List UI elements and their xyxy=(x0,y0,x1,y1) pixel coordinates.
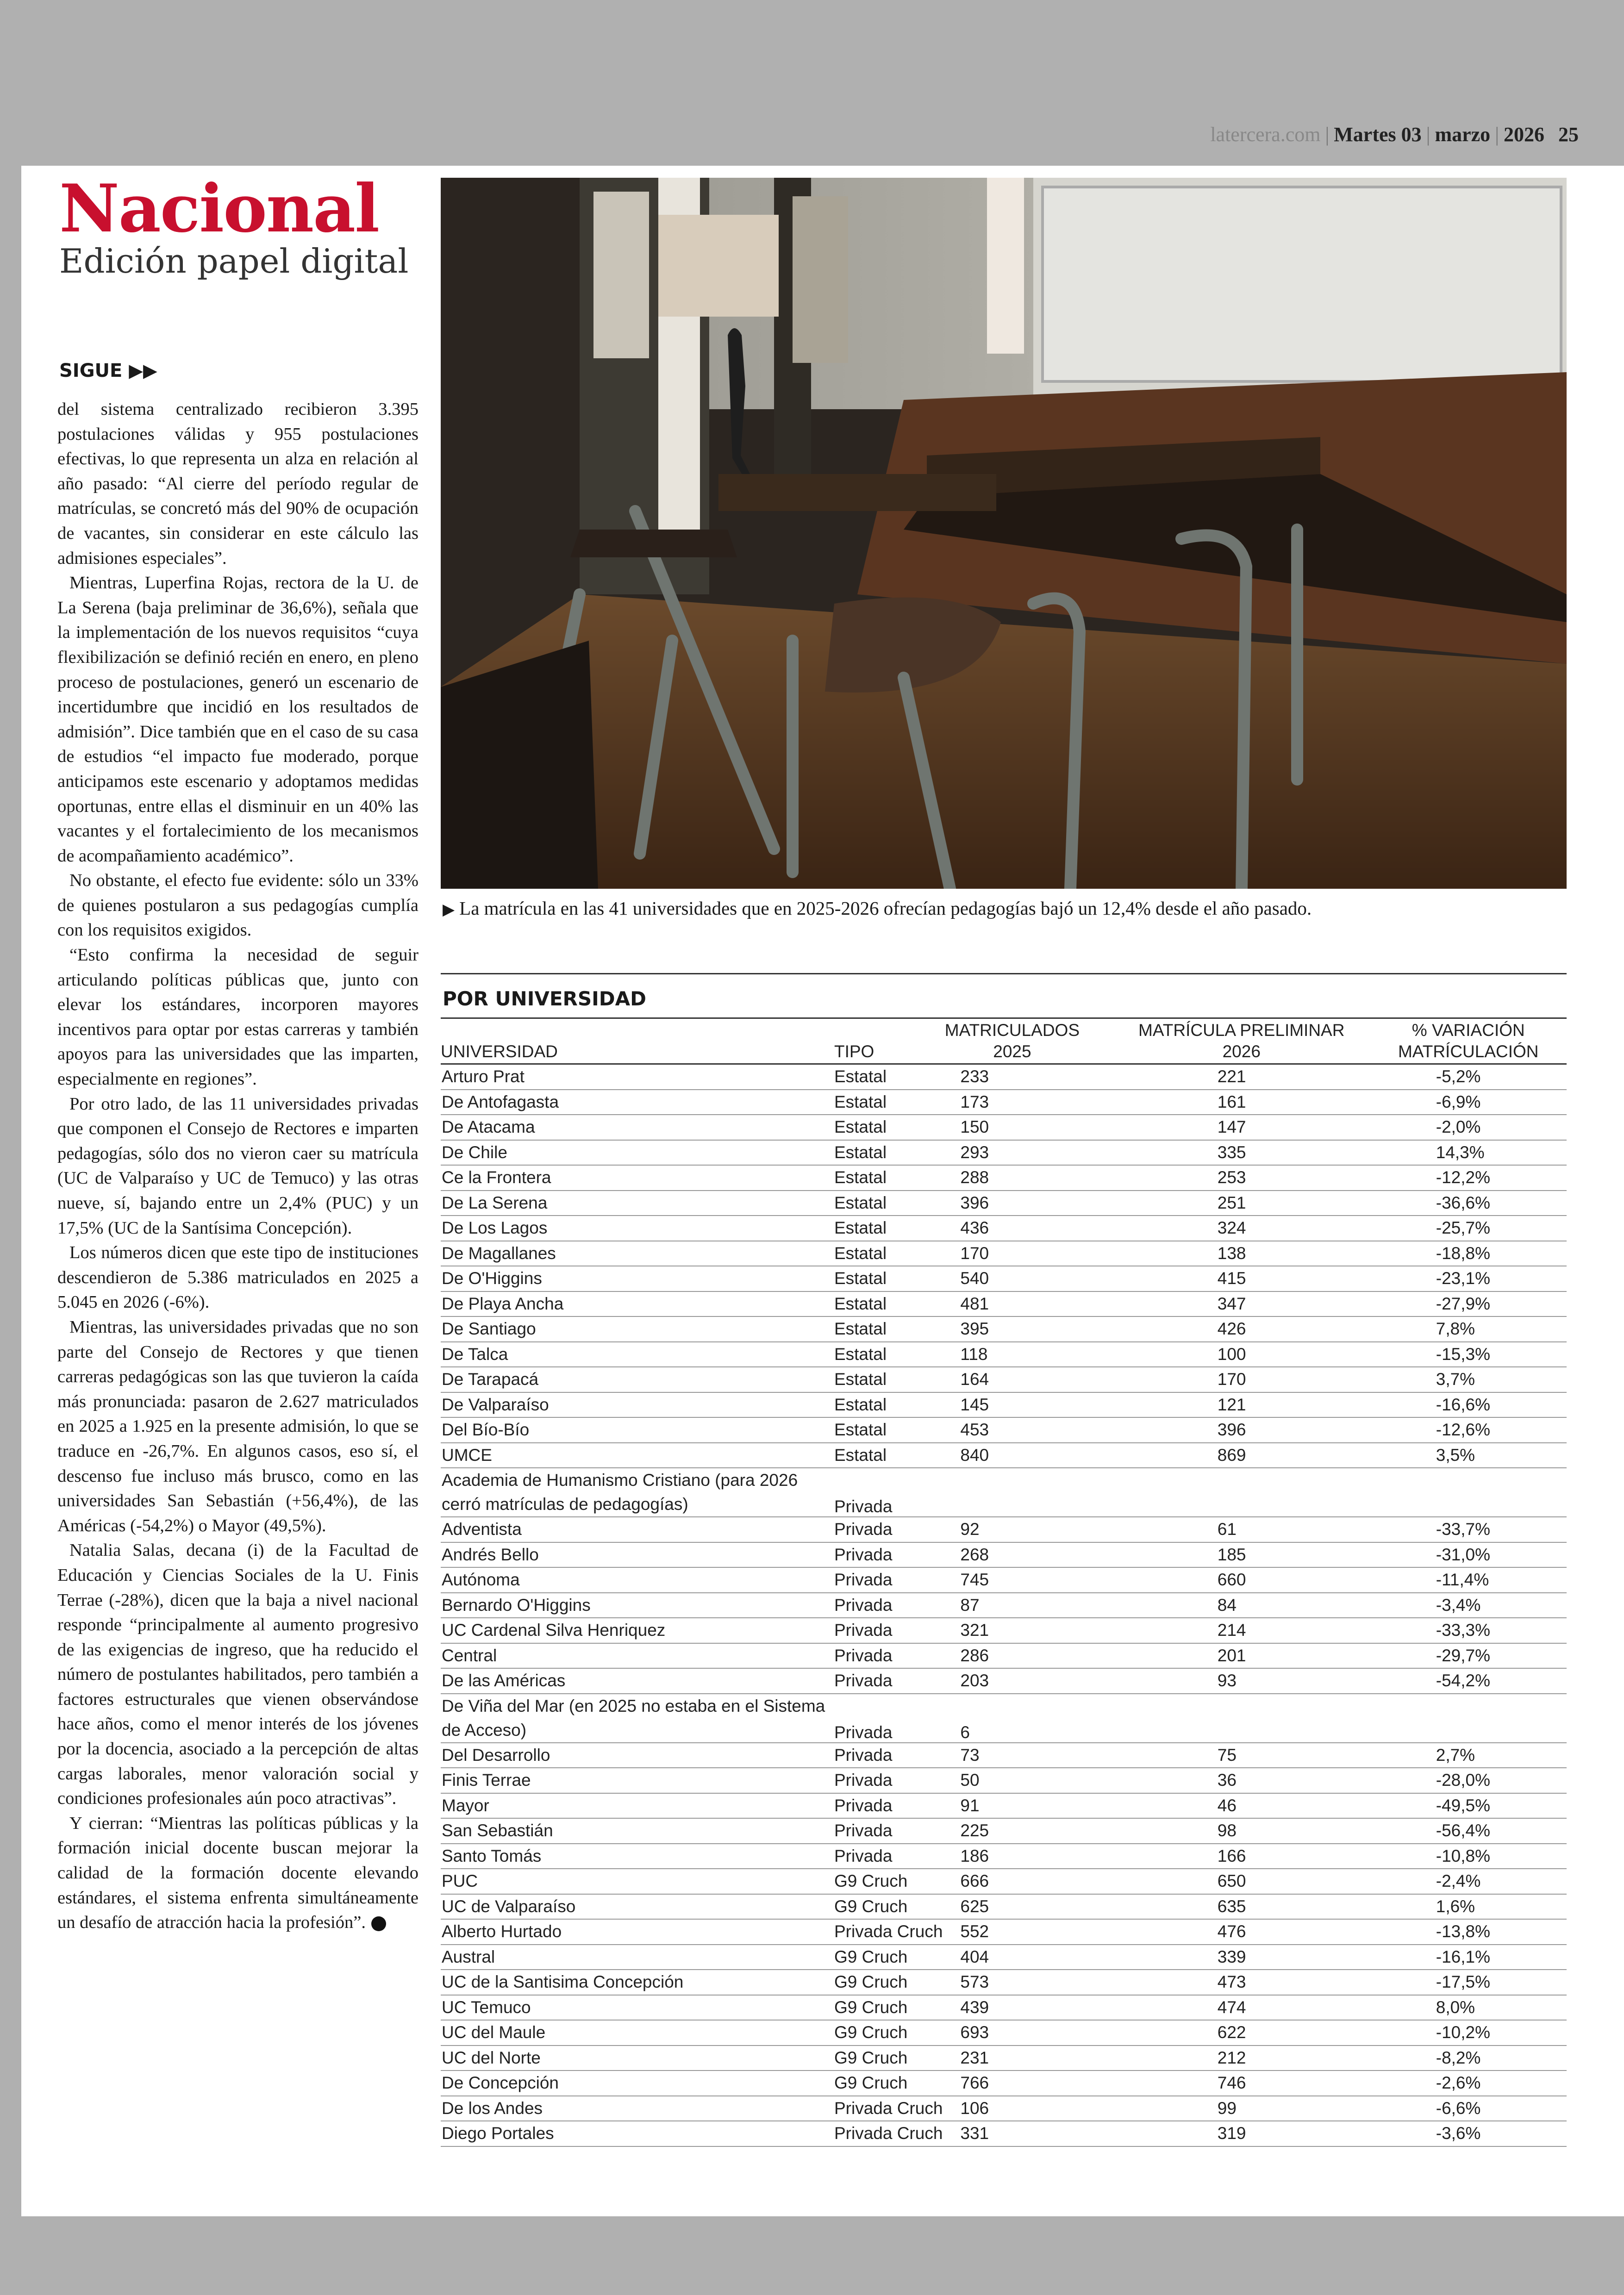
cell-enrolled-2025: 625 xyxy=(943,1894,1139,1920)
cell-type: Privada xyxy=(834,1517,943,1542)
cell-type: Privada xyxy=(834,1618,943,1643)
cell-enrolled-2025: 92 xyxy=(943,1517,1139,1542)
table-row xyxy=(441,1694,1567,1743)
cell-prelim-2026: 93 xyxy=(1140,1668,1353,1694)
table-row xyxy=(441,1894,1567,1920)
cell-variation: 14,3% xyxy=(1353,1140,1567,1166)
table-row xyxy=(441,1241,1567,1266)
cell-university: Del Desarrollo xyxy=(441,1743,834,1768)
cell-type: Estatal xyxy=(834,1064,943,1090)
cell-university: Del Bío-Bío xyxy=(441,1417,834,1443)
article-paragraph: “Esto confirma la necesidad de seguir articulando políticas públicas que, junto con elevar los estándares, incorporen mayores incentivos para optar por estas carreras y también apoyos para las universidades que las imparten, especialmente en regiones”. xyxy=(57,945,418,1089)
col-type: TIPO xyxy=(834,1018,943,1064)
cell-prelim-2026: 476 xyxy=(1140,1919,1353,1945)
cell-type: Estatal xyxy=(834,1367,943,1392)
cell-variation: -3,6% xyxy=(1353,2121,1567,2146)
article-paragraph: Los números dicen que este tipo de instituciones descendieron de 5.386 matriculados en 2025 a 5.045 en 2026 (-6%). xyxy=(57,1243,418,1312)
cell-prelim-2026: 201 xyxy=(1140,1643,1353,1669)
table-body xyxy=(441,1064,1567,2146)
cell-prelim-2026: 185 xyxy=(1140,1542,1353,1568)
cell-prelim-2026: 170 xyxy=(1140,1367,1353,1392)
cell-type: Estatal xyxy=(834,1316,943,1342)
cell-variation: -16,6% xyxy=(1353,1392,1567,1418)
cell-enrolled-2025 xyxy=(943,1468,1139,1517)
cell-type: Privada xyxy=(834,1818,943,1844)
cell-university: De Viña del Mar (en 2025 no estaba en el Sistema de Acceso) xyxy=(441,1694,834,1743)
cell-university: Alberto Hurtado xyxy=(441,1919,834,1945)
cell-university: UC de Valparaíso xyxy=(441,1894,834,1920)
cell-type: Privada xyxy=(834,1668,943,1694)
cell-prelim-2026: 46 xyxy=(1140,1793,1353,1819)
cell-type: Privada Cruch xyxy=(834,2096,943,2121)
cell-prelim-2026: 251 xyxy=(1140,1191,1353,1216)
cell-variation: -5,2% xyxy=(1353,1064,1567,1090)
cell-enrolled-2025: 552 xyxy=(943,1919,1139,1945)
cell-enrolled-2025: 170 xyxy=(943,1241,1139,1266)
header-year: 2026 xyxy=(1504,123,1544,146)
table-row xyxy=(441,2121,1567,2146)
cell-enrolled-2025: 106 xyxy=(943,2096,1139,2121)
cell-variation: -54,2% xyxy=(1353,1668,1567,1694)
article-paragraph: No obstante, el efecto fue evidente: sólo un 33% de quienes postularon a sus pedagogías cumplía con los requisitos exigidos. xyxy=(57,871,418,940)
cell-variation: 3,5% xyxy=(1353,1443,1567,1468)
cell-enrolled-2025: 286 xyxy=(943,1643,1139,1669)
cell-enrolled-2025: 395 xyxy=(943,1316,1139,1342)
cell-type: Estatal xyxy=(834,1191,943,1216)
cell-variation: -2,6% xyxy=(1353,2070,1567,2096)
table-title: POR UNIVERSIDAD xyxy=(443,987,646,1010)
end-bullet-icon xyxy=(371,1916,386,1931)
cell-type: Estatal xyxy=(834,1443,943,1468)
cell-enrolled-2025: 173 xyxy=(943,1090,1139,1115)
cell-type: Privada xyxy=(834,1593,943,1618)
cell-variation: -33,3% xyxy=(1353,1618,1567,1643)
cell-university: De Magallanes xyxy=(441,1241,834,1266)
cell-variation: -2,0% xyxy=(1353,1115,1567,1140)
cell-prelim-2026: 869 xyxy=(1140,1443,1353,1468)
cell-variation: -13,8% xyxy=(1353,1919,1567,1945)
cell-university: Ce la Frontera xyxy=(441,1165,834,1191)
cell-prelim-2026: 166 xyxy=(1140,1844,1353,1869)
cell-enrolled-2025: 50 xyxy=(943,1768,1139,1793)
cell-enrolled-2025: 118 xyxy=(943,1342,1139,1367)
table-row xyxy=(441,1668,1567,1694)
cell-prelim-2026: 138 xyxy=(1140,1241,1353,1266)
table-row xyxy=(441,1593,1567,1618)
table-row xyxy=(441,1970,1567,1995)
table-row xyxy=(441,1818,1567,1844)
cell-prelim-2026: 61 xyxy=(1140,1517,1353,1542)
cell-variation: -15,3% xyxy=(1353,1342,1567,1367)
cell-variation: 8,0% xyxy=(1353,1995,1567,2021)
cell-prelim-2026: 335 xyxy=(1140,1140,1353,1166)
cell-prelim-2026: 622 xyxy=(1140,2020,1353,2046)
cell-enrolled-2025: 321 xyxy=(943,1618,1139,1643)
page-number: 25 xyxy=(1558,123,1579,146)
cell-university: UC Cardenal Silva Henriquez xyxy=(441,1618,834,1643)
table-row xyxy=(441,1844,1567,1869)
table-row xyxy=(441,1542,1567,1568)
article-body xyxy=(57,397,418,1935)
cell-variation: -29,7% xyxy=(1353,1643,1567,1669)
cell-type: Estatal xyxy=(834,1165,943,1191)
cell-enrolled-2025: 436 xyxy=(943,1216,1139,1241)
cell-university: De Tarapacá xyxy=(441,1367,834,1392)
cell-university: De Chile xyxy=(441,1140,834,1166)
cell-enrolled-2025: 396 xyxy=(943,1191,1139,1216)
cell-prelim-2026: 635 xyxy=(1140,1894,1353,1920)
cell-university: Diego Portales xyxy=(441,2121,834,2146)
cell-prelim-2026 xyxy=(1140,1694,1353,1743)
cell-enrolled-2025: 87 xyxy=(943,1593,1139,1618)
cell-type: Privada xyxy=(834,1844,943,1869)
cell-prelim-2026: 214 xyxy=(1140,1618,1353,1643)
cell-prelim-2026: 324 xyxy=(1140,1216,1353,1241)
cell-enrolled-2025: 745 xyxy=(943,1567,1139,1593)
cell-university: De Talca xyxy=(441,1342,834,1367)
col-variation-line1: % VARIACIÓN xyxy=(1412,1021,1525,1040)
caption-text: La matrícula en las 41 universidades que en 2025-2026 ofrecían pedagogías bajó un 12,4% desde el año pasado. xyxy=(459,898,1312,919)
cell-enrolled-2025: 186 xyxy=(943,1844,1139,1869)
col-enrolled-line1: MATRICULADOS xyxy=(944,1021,1080,1040)
cell-enrolled-2025: 331 xyxy=(943,2121,1139,2146)
cell-prelim-2026: 426 xyxy=(1140,1316,1353,1342)
cell-enrolled-2025: 404 xyxy=(943,1945,1139,1970)
cell-variation: -12,2% xyxy=(1353,1165,1567,1191)
cell-variation: 1,6% xyxy=(1353,1894,1567,1920)
cell-university: Finis Terrae xyxy=(441,1768,834,1793)
article-paragraph: Mientras, las universidades privadas que no son parte del Consejo de Rectores y que tienen carreras pedagógicas son las que tuvieron la caída más pronunciada: pasaron de 2.627 matriculados en 2025 a 1.925 en la presente admisión, lo que se traduce en -26,7%. En algunos casos, eso sí, el descenso fue incluso más brusco, como en las universidades San Sebastián (+56,4%), de las Américas (-54,2%) o Mayor (49,5%). xyxy=(57,1317,418,1535)
university-table-section xyxy=(441,973,1567,2147)
cell-type: Estatal xyxy=(834,1392,943,1418)
cell-variation: -8,2% xyxy=(1353,2046,1567,2071)
cell-university: UMCE xyxy=(441,1443,834,1468)
cell-enrolled-2025: 145 xyxy=(943,1392,1139,1418)
cell-prelim-2026: 473 xyxy=(1140,1970,1353,1995)
cell-variation: -16,1% xyxy=(1353,1945,1567,1970)
cell-enrolled-2025: 268 xyxy=(943,1542,1139,1568)
cell-variation: -31,0% xyxy=(1353,1542,1567,1568)
cell-prelim-2026: 212 xyxy=(1140,2046,1353,2071)
article-paragraph: Por otro lado, de las 11 universidades privadas que componen el Consejo de Rectores e imparten pedagogías, sólo dos no vieron caer su matrícula (UC de Valparaíso y UC de Temuco) y las otras nueve, sí, bajando entre un 2,4% (PUC) y un 17,5% (UC de la Santísima Concepción). xyxy=(57,1094,418,1238)
cell-university: Autónoma xyxy=(441,1567,834,1593)
table-row xyxy=(441,1165,1567,1191)
cell-enrolled-2025: 233 xyxy=(943,1064,1139,1090)
cell-university: De las Américas xyxy=(441,1668,834,1694)
cell-prelim-2026: 415 xyxy=(1140,1266,1353,1291)
cell-variation: -28,0% xyxy=(1353,1768,1567,1793)
cell-type: Privada Cruch xyxy=(834,1919,943,1945)
cell-variation: -2,4% xyxy=(1353,1869,1567,1894)
table-row xyxy=(441,1768,1567,1793)
cell-type: Estatal xyxy=(834,1115,943,1140)
table-row xyxy=(441,1869,1567,1894)
article-paragraph-text: Natalia Salas, decana (i) de la Facultad de Educación y Ciencias Sociales de la U. Finis Terrae (-28%), dicen que la baja a nivel nacional responde “principalmente al aumento progresivo de las exigencias de ingreso, que ha reducido el número de postulantes habilitados, pero también a factores estructurales que vienen observándose hace años, como el menor interés de los jóvenes por la docencia, asociado a la percepción de altas cargas laborales, menor valoración social y condiciones profesionales aún poco atractivas”. xyxy=(57,1540,418,1809)
cell-university: De Playa Ancha xyxy=(441,1291,834,1317)
cell-prelim-2026: 339 xyxy=(1140,1945,1353,1970)
cell-enrolled-2025: 73 xyxy=(943,1743,1139,1768)
cell-enrolled-2025: 693 xyxy=(943,2020,1139,2046)
cell-university: De Concepción xyxy=(441,2070,834,2096)
cell-university: De O'Higgins xyxy=(441,1266,834,1291)
cell-university: Santo Tomás xyxy=(441,1844,834,1869)
cell-variation: -18,8% xyxy=(1353,1241,1567,1266)
table-row xyxy=(441,1468,1567,1517)
cell-university: UC del Maule xyxy=(441,2020,834,2046)
cell-enrolled-2025: 453 xyxy=(943,1417,1139,1443)
cell-enrolled-2025: 481 xyxy=(943,1291,1139,1317)
classroom-photo xyxy=(441,178,1567,889)
table-row xyxy=(441,1392,1567,1418)
table-row xyxy=(441,2096,1567,2121)
cell-variation: -6,9% xyxy=(1353,1090,1567,1115)
cell-enrolled-2025: 164 xyxy=(943,1367,1139,1392)
cell-university: Mayor xyxy=(441,1793,834,1819)
caption-arrow-icon: ▶ xyxy=(443,901,455,918)
col-prelim xyxy=(1140,1018,1353,1064)
cell-university: De Los Lagos xyxy=(441,1216,834,1241)
cell-variation: 7,8% xyxy=(1353,1316,1567,1342)
cell-enrolled-2025: 766 xyxy=(943,2070,1139,2096)
cell-prelim-2026: 84 xyxy=(1140,1593,1353,1618)
cell-prelim-2026: 221 xyxy=(1140,1064,1353,1090)
cell-variation xyxy=(1353,1694,1567,1743)
cell-prelim-2026: 99 xyxy=(1140,2096,1353,2121)
col-enrolled xyxy=(943,1018,1139,1064)
cell-type: Estatal xyxy=(834,1291,943,1317)
cell-variation: -10,2% xyxy=(1353,2020,1567,2046)
table-row xyxy=(441,1743,1567,1768)
cell-variation: -12,6% xyxy=(1353,1417,1567,1443)
table-row xyxy=(441,1140,1567,1166)
table-row xyxy=(441,2020,1567,2046)
col-prelim-line1: MATRÍCULA PRELIMINAR xyxy=(1138,1021,1345,1040)
cell-variation: -3,4% xyxy=(1353,1593,1567,1618)
cell-variation: -17,5% xyxy=(1353,1970,1567,1995)
cell-enrolled-2025: 150 xyxy=(943,1115,1139,1140)
cell-university: Adventista xyxy=(441,1517,834,1542)
article-paragraph xyxy=(57,1811,418,1935)
cell-type: G9 Cruch xyxy=(834,1894,943,1920)
cell-prelim-2026: 121 xyxy=(1140,1392,1353,1418)
cell-university: UC Temuco xyxy=(441,1995,834,2021)
cell-university: Austral xyxy=(441,1945,834,1970)
cell-type: Estatal xyxy=(834,1342,943,1367)
cell-prelim-2026 xyxy=(1140,1468,1353,1517)
cell-university: De Valparaíso xyxy=(441,1392,834,1418)
university-table xyxy=(441,1017,1567,2147)
cell-prelim-2026: 75 xyxy=(1140,1743,1353,1768)
cell-variation: 3,7% xyxy=(1353,1367,1567,1392)
cell-type: Privada Cruch xyxy=(834,2121,943,2146)
cell-enrolled-2025: 573 xyxy=(943,1970,1139,1995)
table-row xyxy=(441,1995,1567,2021)
cell-university: PUC xyxy=(441,1869,834,1894)
table-row xyxy=(441,1291,1567,1317)
table-row xyxy=(441,1945,1567,1970)
cell-variation xyxy=(1353,1468,1567,1517)
table-top-rule xyxy=(441,973,1567,974)
continues-label: SIGUE ▶▶ xyxy=(59,360,157,381)
cell-prelim-2026: 319 xyxy=(1140,2121,1353,2146)
cell-university: De los Andes xyxy=(441,2096,834,2121)
cell-university: Bernardo O'Higgins xyxy=(441,1593,834,1618)
cell-prelim-2026: 746 xyxy=(1140,2070,1353,2096)
col-enrolled-line2: 2025 xyxy=(993,1042,1031,1061)
cell-type: G9 Cruch xyxy=(834,1945,943,1970)
cell-enrolled-2025: 225 xyxy=(943,1818,1139,1844)
cell-type: Privada xyxy=(834,1567,943,1593)
cell-enrolled-2025: 439 xyxy=(943,1995,1139,2021)
article-paragraph-text: Y cierran: “Mientras las políticas públicas y la formación inicial docente buscan mejorar la calidad de la formación docente elevando estándares, el sistema enfrenta simultáneamente un desafío de atracción hacia la profesión”. xyxy=(57,1813,418,1933)
col-variation xyxy=(1353,1018,1567,1064)
cell-variation: -27,9% xyxy=(1353,1291,1567,1317)
table-row xyxy=(441,1618,1567,1643)
cell-type: Privada xyxy=(834,1643,943,1669)
table-row xyxy=(441,1367,1567,1392)
col-university: UNIVERSIDAD xyxy=(441,1018,834,1064)
cell-type: G9 Cruch xyxy=(834,2020,943,2046)
cell-university: Arturo Prat xyxy=(441,1064,834,1090)
cell-prelim-2026: 98 xyxy=(1140,1818,1353,1844)
cell-prelim-2026: 253 xyxy=(1140,1165,1353,1191)
cell-type: G9 Cruch xyxy=(834,1995,943,2021)
cell-enrolled-2025: 203 xyxy=(943,1668,1139,1694)
table-row xyxy=(441,1064,1567,1090)
table-row xyxy=(441,1443,1567,1468)
table-row xyxy=(441,1342,1567,1367)
cell-prelim-2026: 650 xyxy=(1140,1869,1353,1894)
cell-variation: -6,6% xyxy=(1353,2096,1567,2121)
cell-variation: -49,5% xyxy=(1353,1793,1567,1819)
article-paragraph: Mientras, Luperfina Rojas, rectora de la U. de La Serena (baja preliminar de 36,6%), señala que la implementación de los nuevos requisitos “cuya flexibilización se definió recién en enero, en pleno proceso de postulaciones, generó un escenario de incertidumbre que incidió en los resultados de admisión”. Dice también que en el caso de su casa de estudios “el impacto fue moderado, porque anticipamos este escenario y adoptamos medidas oportunas, entre ellas el disminuir en un 40% las vacantes y el fortalecimiento de los mecanismos de acompañamiento académico”. xyxy=(57,573,418,866)
cell-enrolled-2025: 540 xyxy=(943,1266,1139,1291)
cell-variation: -25,7% xyxy=(1353,1216,1567,1241)
cell-type: Privada xyxy=(834,1694,943,1743)
cell-variation: -33,7% xyxy=(1353,1517,1567,1542)
cell-university: San Sebastián xyxy=(441,1818,834,1844)
cell-prelim-2026: 36 xyxy=(1140,1768,1353,1793)
cell-prelim-2026: 100 xyxy=(1140,1342,1353,1367)
cell-enrolled-2025: 6 xyxy=(943,1694,1139,1743)
cell-variation: -36,6% xyxy=(1353,1191,1567,1216)
cell-type: Privada xyxy=(834,1468,943,1517)
cell-variation: -56,4% xyxy=(1353,1818,1567,1844)
photo-caption xyxy=(443,897,1568,919)
cell-prelim-2026: 474 xyxy=(1140,1995,1353,2021)
cell-type: Estatal xyxy=(834,1216,943,1241)
table-row xyxy=(441,1191,1567,1216)
cell-university: De Atacama xyxy=(441,1115,834,1140)
article-paragraph: del sistema centralizado recibieron 3.395 postulaciones válidas y 955 postulaciones efectivas, lo que representa un alza en relación al año pasado: “Al cierre del período regular de matrículas, se concretó más del 90% de ocupación de vacantes, sin considerar en este cálculo las admisiones especiales”. xyxy=(57,399,418,568)
cell-variation: -23,1% xyxy=(1353,1266,1567,1291)
cell-type: Estatal xyxy=(834,1266,943,1291)
table-row xyxy=(441,1090,1567,1115)
cell-type: G9 Cruch xyxy=(834,2070,943,2096)
cell-university: Academia de Humanismo Cristiano (para 2026 cerró matrículas de pedagogías) xyxy=(441,1468,834,1517)
cell-type: Estatal xyxy=(834,1417,943,1443)
cell-prelim-2026: 147 xyxy=(1140,1115,1353,1140)
cell-type: Privada xyxy=(834,1743,943,1768)
cell-prelim-2026: 396 xyxy=(1140,1417,1353,1443)
page-header: latercera.com | Martes 03 | marzo | 2026 25 xyxy=(1210,123,1579,146)
cell-university: Central xyxy=(441,1643,834,1669)
cell-type: G9 Cruch xyxy=(834,1970,943,1995)
header-day: Martes 03 xyxy=(1334,123,1422,146)
table-row xyxy=(441,1517,1567,1542)
table-row xyxy=(441,2070,1567,2096)
table-row xyxy=(441,1316,1567,1342)
site-name: latercera.com xyxy=(1210,123,1321,146)
cell-type: Estatal xyxy=(834,1090,943,1115)
table-row xyxy=(441,1919,1567,1945)
cell-enrolled-2025: 91 xyxy=(943,1793,1139,1819)
col-prelim-line2: 2026 xyxy=(1222,1042,1261,1061)
cell-enrolled-2025: 666 xyxy=(943,1869,1139,1894)
cell-enrolled-2025: 231 xyxy=(943,2046,1139,2071)
table-row xyxy=(441,1567,1567,1593)
cell-type: Privada xyxy=(834,1542,943,1568)
header-month: marzo xyxy=(1435,123,1491,146)
cell-university: Andrés Bello xyxy=(441,1542,834,1568)
table-row xyxy=(441,1266,1567,1291)
section-title: Nacional xyxy=(59,170,379,247)
cell-university: UC del Norte xyxy=(441,2046,834,2071)
table-row xyxy=(441,1417,1567,1443)
article-paragraph xyxy=(57,1538,418,1811)
table-header-row xyxy=(441,1018,1567,1064)
table-row xyxy=(441,2046,1567,2071)
cell-variation: -11,4% xyxy=(1353,1567,1567,1593)
cell-variation: 2,7% xyxy=(1353,1743,1567,1768)
table-row xyxy=(441,1216,1567,1241)
cell-type: Privada xyxy=(834,1793,943,1819)
table-row xyxy=(441,1643,1567,1669)
table-row xyxy=(441,1115,1567,1140)
cell-university: De Santiago xyxy=(441,1316,834,1342)
cell-university: De Antofagasta xyxy=(441,1090,834,1115)
cell-enrolled-2025: 288 xyxy=(943,1165,1139,1191)
section-subtitle: Edición papel digital xyxy=(59,242,409,281)
cell-prelim-2026: 660 xyxy=(1140,1567,1353,1593)
cell-prelim-2026: 161 xyxy=(1140,1090,1353,1115)
cell-prelim-2026: 347 xyxy=(1140,1291,1353,1317)
cell-type: Estatal xyxy=(834,1140,943,1166)
cell-enrolled-2025: 840 xyxy=(943,1443,1139,1468)
cell-university: UC de la Santisima Concepción xyxy=(441,1970,834,1995)
cell-type: G9 Cruch xyxy=(834,1869,943,1894)
cell-type: Estatal xyxy=(834,1241,943,1266)
table-row xyxy=(441,1793,1567,1819)
cell-type: Privada xyxy=(834,1768,943,1793)
cell-type: G9 Cruch xyxy=(834,2046,943,2071)
cell-enrolled-2025: 293 xyxy=(943,1140,1139,1166)
col-variation-line2: MATRÍCULACIÓN xyxy=(1398,1042,1539,1061)
cell-university: De La Serena xyxy=(441,1191,834,1216)
cell-variation: -10,8% xyxy=(1353,1844,1567,1869)
